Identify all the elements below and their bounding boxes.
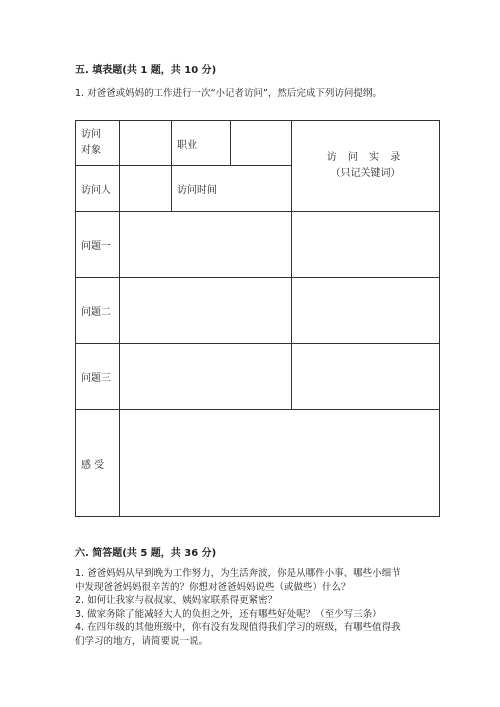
short-question-4-line1: 4. 在四年级的其他班级中，你有没有发现值得我们学习的班级，有哪些值得我 — [75, 622, 401, 633]
table-row — [76, 344, 440, 410]
subject-label-line2: 对象 — [81, 145, 101, 156]
section-six-heading: 六. 简答题(共 5 题，共 36 分) — [75, 548, 217, 559]
question-two-label: 问题二 — [76, 278, 120, 344]
question-one-cell[interactable] — [120, 212, 292, 278]
question-three-record-cell[interactable] — [292, 344, 440, 410]
short-question-3: 3. 做家务除了能减轻大人的负担之外，还有哪些好处呢？（至少写三条） — [75, 608, 382, 620]
table-row — [76, 410, 440, 517]
question-two-cell[interactable] — [120, 278, 292, 344]
interview-table — [75, 120, 440, 517]
question-three-label: 问题三 — [76, 344, 120, 410]
table-row — [76, 121, 440, 166]
question-two-record-cell[interactable] — [292, 278, 440, 344]
subject-label-line1: 访问 — [81, 129, 101, 140]
interviewer-label: 访问人 — [76, 166, 120, 212]
table-row — [76, 212, 440, 278]
section-five-heading: 五. 填表题(共 1 题，共 10 分) — [75, 65, 217, 76]
short-question-1-line1: 1. 爸爸妈妈从早到晚为工作努力，为生活奔波，你是从哪件小事、哪些小细节 — [75, 568, 401, 579]
question-one-record-cell[interactable] — [292, 212, 440, 278]
occupation-label: 职业 — [172, 121, 231, 166]
feelings-label: 感 受 — [76, 410, 120, 517]
short-answer-questions — [75, 567, 455, 648]
question-one-label: 问题一 — [76, 212, 120, 278]
record-header-cell — [292, 121, 440, 212]
question-three-cell[interactable] — [120, 344, 292, 410]
visit-time-label: 访问时间 — [172, 166, 292, 212]
record-note: （只记关键词） — [330, 168, 401, 179]
question-one-prompt: 1. 对爸爸或妈妈的工作进行一次“小记者访问”，然后完成下列访问提纲。 — [75, 88, 382, 99]
short-question-1-line2: 中发现爸爸妈妈很辛苦的？你想对爸爸妈妈说些（或做些）什么？ — [75, 581, 351, 593]
table-row — [76, 278, 440, 344]
short-question-4-line2: 们学习的地方，请简要说一说。 — [75, 635, 209, 647]
record-title: 访 问 实 录 — [326, 152, 405, 163]
subject-label-cell — [76, 121, 120, 166]
subject-value-cell[interactable] — [120, 121, 172, 166]
interviewer-value-cell[interactable] — [120, 166, 172, 212]
feelings-cell[interactable] — [120, 410, 440, 517]
short-question-2: 2. 如何让我家与叔叔家、姨妈家联系得更紧密？ — [75, 595, 278, 606]
occupation-value-cell[interactable] — [231, 121, 292, 166]
